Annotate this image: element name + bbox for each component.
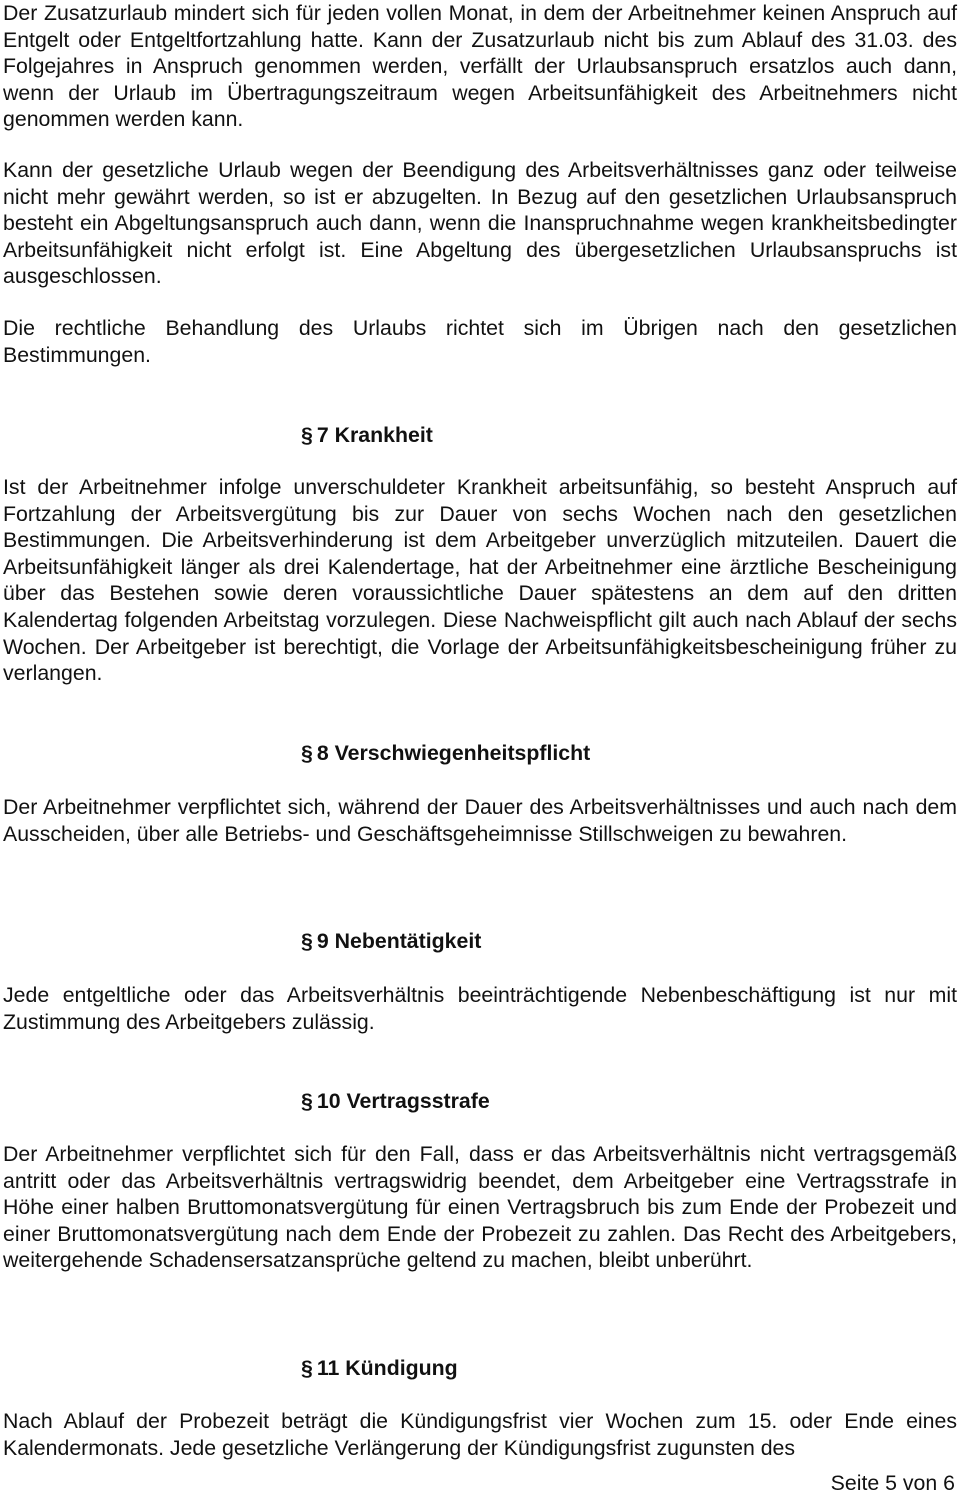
- paragraph-krankheit: Ist der Arbeitnehmer infolge unverschuldeter Krankheit arbeitsunfähig, so besteht Anspruch auf Fortzahlung der Arbeitsvergütung bis zur Dauer von sechs Wochen nach den gesetzlichen Bestimmungen. Die Arbeitsverhinderung ist dem Arbeitgeber unverzüglich mitzuteilen. Dauert die Arbeitsunfähigkeit länger als drei Kalendertage, hat der Arbeitnehmer eine ärztliche Bescheinigung über das Bestehen sowie deren voraussichtliche Dauer spätestens an dem auf den dritten Kalendertag folgenden Arbeitstag vorzulegen. Diese Nachweispflicht gilt auch nach Ablauf der sechs Wochen. Der Arbeitgeber ist berechtigt, die Vorlage der Arbeitsunfähigkeitsbescheinigung früher zu verlangen.: [3, 475, 957, 686]
- paragraph-nebentaetigkeit: Jede entgeltliche oder das Arbeitsverhältnis beeinträchtigende Nebenbeschäftigung ist nur mit Zustimmung des Arbeitgebers zulässig.: [3, 983, 957, 1034]
- section-title: 11 Kündigung: [316, 1356, 458, 1380]
- paragraph-zusatzurlaub: Der Zusatzurlaub mindert sich für jeden vollen Monat, in dem der Arbeitnehmer keinen Anspruch auf Entgelt oder Entgeltfortzahlung hatte. Kann der Zusatzurlaub nicht bis zum Ablauf des 31.03. des Folgejahres in Anspruch genommen werden, verfällt der Urlaubsanspruch ersatzlos auch dann, wenn der Urlaub im Übertragungszeitraum wegen Arbeitsunfähigkeit des Arbeitnehmers nicht genommen werden kann.: [3, 1, 957, 132]
- section-heading-verschwiegenheitspflicht: [3, 740, 590, 767]
- paragraph-rechtliche-behandlung: Die rechtliche Behandlung des Urlaubs richtet sich im Übrigen nach den gesetzlichen Bestimmungen.: [3, 316, 957, 367]
- section-symbol: §: [301, 423, 313, 447]
- section-symbol: §: [301, 929, 313, 953]
- section-symbol: §: [301, 741, 313, 765]
- section-symbol: §: [301, 1089, 313, 1113]
- section-title: 9 Nebentätigkeit: [316, 929, 482, 953]
- paragraph-urlaubsabgeltung: Kann der gesetzliche Urlaub wegen der Beendigung des Arbeitsverhältnisses ganz oder teilweise nicht mehr gewährt werden, so ist er abzugelten. In Bezug auf den gesetzlichen Urlaubsanspruch besteht ein Abgeltungsanspruch auch dann, wenn die Inanspruchnahme wegen krankheitsbedingter Arbeitsunfähigkeit nicht erfolgt ist. Eine Abgeltung des übergesetzlichen Urlaubsanspruchs ist ausgeschlossen.: [3, 158, 957, 289]
- section-symbol: §: [301, 1356, 313, 1380]
- section-heading-krankheit: [3, 422, 433, 449]
- paragraph-kuendigung: Nach Ablauf der Probezeit beträgt die Kündigungsfrist vier Wochen zum 15. oder Ende eines Kalendermonats. Jede gesetzliche Verlängerung der Kündigungsfrist zugunsten des: [3, 1409, 957, 1460]
- section-heading-vertragsstrafe: [3, 1088, 490, 1115]
- section-title: 7 Krankheit: [316, 423, 433, 447]
- paragraph-vertragsstrafe: Der Arbeitnehmer verpflichtet sich für den Fall, dass er das Arbeitsverhältnis nicht vertragsgemäß antritt oder das Arbeitsverhältnis vertragswidrig beendet, dem Arbeitgeber eine Vertragsstrafe in Höhe einer halben Bruttomonatsvergütung für einen Vertragsbruch bis zum Ende der Probezeit und einer Bruttomonatsvergütung nach dem Ende der Probezeit zu zahlen. Das Recht des Arbeitgebers, weitergehende Schadensersatzansprüche geltend zu machen, bleibt unberührt.: [3, 1142, 957, 1273]
- paragraph-verschwiegenheitspflicht: Der Arbeitnehmer verpflichtet sich, während der Dauer des Arbeitsverhältnisses und auch nach dem Ausscheiden, über alle Betriebs- und Geschäftsgeheimnisse Stillschweigen zu bewahren.: [3, 795, 957, 846]
- section-heading-kuendigung: [3, 1355, 458, 1382]
- section-title: 10 Vertragsstrafe: [316, 1089, 490, 1113]
- page-number: Seite 5 von 6: [830, 1471, 955, 1495]
- section-heading-nebentaetigkeit: [3, 928, 481, 955]
- section-title: 8 Verschwiegenheitspflicht: [316, 741, 591, 765]
